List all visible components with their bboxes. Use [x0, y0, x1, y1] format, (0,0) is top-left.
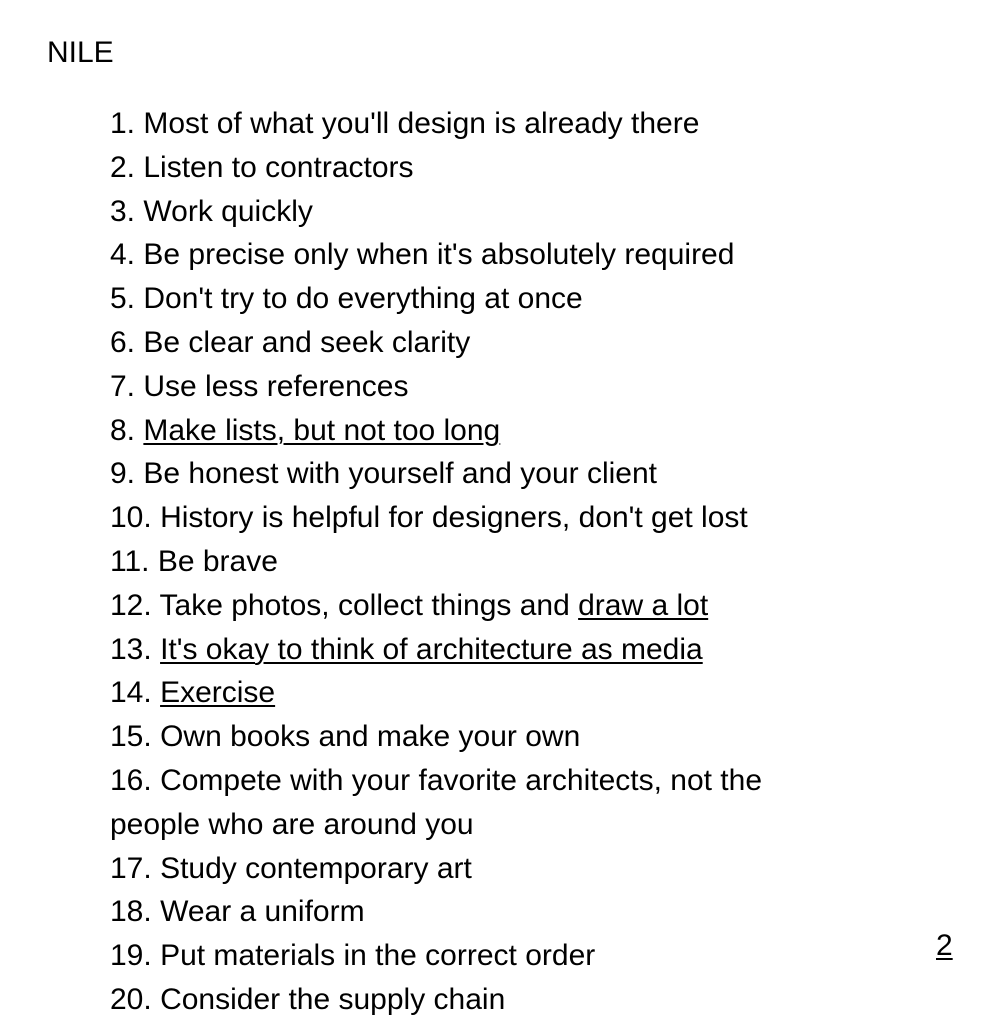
rule-number: 6.	[110, 325, 136, 359]
rule-number: 3.	[110, 194, 136, 228]
rule-text: Be brave	[157, 544, 278, 578]
rule-text: Compete with your favorite architects, not the people who are around you	[110, 763, 763, 841]
rule-text: Put materials in the correct order	[160, 939, 596, 973]
rule-text: Use less references	[143, 369, 409, 403]
rule-item	[110, 452, 810, 496]
rule-number: 2.	[110, 150, 136, 184]
rule-number: 10.	[110, 501, 152, 535]
rule-item	[110, 102, 810, 146]
rule-link[interactable]: draw a lot	[578, 588, 709, 622]
rule-text: Be honest with yourself and your client	[143, 457, 657, 491]
rule-number: 20.	[110, 982, 152, 1016]
rule-text: Listen to contractors	[143, 150, 414, 184]
rule-item	[110, 496, 810, 540]
rule-number: 19.	[110, 939, 152, 973]
rule-text: Be clear and seek clarity	[143, 325, 471, 359]
rule-item	[110, 277, 810, 321]
rule-text: Work quickly	[143, 194, 313, 228]
rule-item	[110, 190, 810, 234]
rule-number: 11.	[110, 544, 150, 578]
rule-number: 12.	[110, 588, 152, 622]
rule-item	[110, 847, 810, 891]
rule-number: 16.	[110, 763, 152, 797]
rule-text: Don't try to do everything at once	[143, 282, 583, 316]
rule-text: Study contemporary art	[160, 851, 472, 885]
rule-item	[110, 671, 810, 715]
rule-text: Wear a uniform	[160, 895, 365, 929]
rule-text: Take photos, collect things and	[159, 588, 579, 622]
rule-number: 1.	[110, 107, 136, 140]
rule-number: 5.	[110, 282, 136, 316]
rule-item	[110, 540, 810, 584]
rule-link[interactable]: Make lists, but not too long	[143, 413, 501, 447]
rule-number: 13.	[110, 632, 152, 666]
rule-number: 18.	[110, 895, 152, 929]
rule-text: History is helpful for designers, don't get lost	[160, 501, 748, 535]
rule-text: Be precise only when it's absolutely required	[143, 238, 735, 272]
rule-item	[110, 584, 810, 628]
rule-item	[110, 146, 810, 190]
page-number-link[interactable]: 2	[936, 929, 953, 962]
rule-number: 9.	[110, 457, 136, 491]
rule-item	[110, 321, 810, 365]
rule-text: Most of what you'll design is already there	[143, 107, 700, 140]
rule-item	[110, 759, 810, 847]
site-title-link[interactable]: NILE	[47, 36, 114, 69]
rule-item	[110, 715, 810, 759]
rule-number: 15.	[110, 720, 152, 754]
rule-text: Consider the supply chain	[160, 982, 506, 1016]
rule-number: 4.	[110, 238, 136, 272]
rules-list	[110, 102, 810, 1022]
rule-number: 17.	[110, 851, 152, 885]
rule-item	[110, 365, 810, 409]
rule-number: 7.	[110, 369, 136, 403]
rule-number: 8.	[110, 413, 136, 447]
rule-link[interactable]: Exercise	[160, 676, 276, 710]
rule-item	[110, 233, 810, 277]
rule-item	[110, 628, 810, 672]
rule-item	[110, 934, 810, 978]
rule-text: Own books and make your own	[160, 720, 581, 754]
rule-link[interactable]: It's okay to think of architecture as media	[160, 632, 703, 666]
rule-item	[110, 409, 810, 453]
rule-number: 14.	[110, 676, 152, 710]
rule-item	[110, 890, 810, 934]
